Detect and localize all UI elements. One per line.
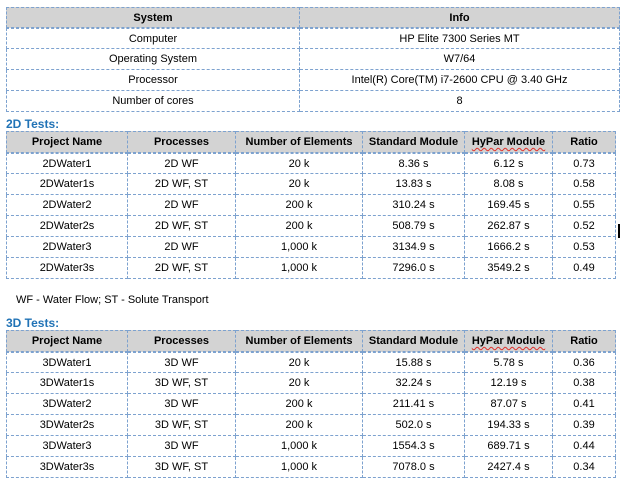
table-cell: 689.71 s [465,436,553,457]
table-cell: 0.49 [553,258,616,279]
table-cell: 7078.0 s [363,457,465,478]
table-cell: 200 k [236,216,363,237]
table-cell: 0.34 [553,457,616,478]
table-cell: 5.78 s [465,352,553,373]
table-cell: 1,000 k [236,237,363,258]
column-header-number-of-elements: Number of Elements [236,131,363,153]
table-cell: 2DWater2 [6,195,128,216]
table-cell: Processor [6,70,300,91]
table-cell: 3D WF [128,352,236,373]
table-cell: 2DWater2s [6,216,128,237]
table-cell: 32.24 s [363,373,465,394]
spellcheck-text: HyPar Module [471,335,546,347]
table-cell: 3D WF, ST [128,457,236,478]
column-header-project-name: Project Name [6,330,128,352]
table-cell: 508.79 s [363,216,465,237]
table-cell: 2D WF, ST [128,216,236,237]
table-header-row [6,131,616,153]
table-cell: 3D WF, ST [128,373,236,394]
table-cell: 1,000 k [236,258,363,279]
table-cell: 200 k [236,394,363,415]
text-cursor [618,224,620,238]
section-title-2d-tests: 2D Tests: [6,117,60,131]
table-cell: 3DWater1s [6,373,128,394]
table-cell: 502.0 s [363,415,465,436]
table-cell: 3D WF [128,436,236,457]
table-cell: 0.55 [553,195,616,216]
table-cell: 6.12 s [465,153,553,174]
column-header-hypar-module [465,330,553,352]
table-cell: 2DWater3 [6,237,128,258]
table-cell: 1554.3 s [363,436,465,457]
column-header-project-name: Project Name [6,131,128,153]
table-cell: 0.36 [553,352,616,373]
column-header-processes: Processes [128,330,236,352]
table-cell: 3134.9 s [363,237,465,258]
table-cell: 2DWater1s [6,174,128,195]
table-cell: 2DWater1 [6,153,128,174]
table-row [6,237,616,258]
spellcheck-text: HyPar Module [471,136,546,148]
abbreviation-footnote: WF - Water Flow; ST - Solute Transport [16,294,209,306]
table-cell: 8 [300,91,620,112]
table-cell: 0.53 [553,237,616,258]
table-cell: 1,000 k [236,436,363,457]
table-row [6,153,616,174]
section-title-3d-tests: 3D Tests: [6,316,60,330]
column-header-ratio: Ratio [553,330,616,352]
results-table-3d [6,330,616,478]
column-header-standard-module: Standard Module [363,131,465,153]
table-row [6,394,616,415]
table-cell: Computer [6,28,300,49]
table-cell: Number of cores [6,91,300,112]
table-row [6,49,620,70]
table-cell: 310.24 s [363,195,465,216]
table-cell: 0.52 [553,216,616,237]
table-row [6,415,616,436]
table-row [6,258,616,279]
table-row [6,70,620,91]
table-row [6,91,620,112]
table-cell: 2D WF [128,195,236,216]
column-header-info: Info [300,7,620,28]
column-header-processes: Processes [128,131,236,153]
table-cell: 2427.4 s [465,457,553,478]
table-cell: 1666.2 s [465,237,553,258]
results-table-2d [6,131,616,279]
table-cell: 2D WF, ST [128,174,236,195]
table-cell: 0.38 [553,373,616,394]
table-cell: 211.41 s [363,394,465,415]
table-cell: 3DWater2 [6,394,128,415]
column-header-hypar-module [465,131,553,153]
table-cell: 3DWater1 [6,352,128,373]
table-cell: 200 k [236,415,363,436]
table-cell: W7/64 [300,49,620,70]
table-cell: 0.39 [553,415,616,436]
column-header-system: System [6,7,300,28]
table-row [6,174,616,195]
table-cell: 1,000 k [236,457,363,478]
table-cell: 3DWater3s [6,457,128,478]
table-cell: 3DWater3 [6,436,128,457]
table-cell: 2D WF [128,237,236,258]
table-row [6,216,616,237]
table-cell: 3D WF, ST [128,415,236,436]
table-row [6,373,616,394]
table-cell: 2DWater3s [6,258,128,279]
table-cell: Operating System [6,49,300,70]
table-cell: 20 k [236,373,363,394]
system-info-table [6,7,620,112]
table-cell: 3D WF [128,394,236,415]
table-cell: 0.58 [553,174,616,195]
table-cell: 12.19 s [465,373,553,394]
table-header-row [6,330,616,352]
column-header-number-of-elements: Number of Elements [236,330,363,352]
table-cell: 2D WF [128,153,236,174]
table-cell: 0.73 [553,153,616,174]
table-cell: 2D WF, ST [128,258,236,279]
table-cell: 7296.0 s [363,258,465,279]
table-cell: 169.45 s [465,195,553,216]
table-row [6,195,616,216]
table-cell: 87.07 s [465,394,553,415]
table-cell: 20 k [236,174,363,195]
table-cell: 8.36 s [363,153,465,174]
table-row [6,457,616,478]
table-cell: 8.08 s [465,174,553,195]
table-cell: 13.83 s [363,174,465,195]
column-header-standard-module: Standard Module [363,330,465,352]
table-row [6,352,616,373]
table-header-row [6,7,620,28]
table-cell: 262.87 s [465,216,553,237]
table-cell: 0.44 [553,436,616,457]
table-cell: Intel(R) Core(TM) i7-2600 CPU @ 3.40 GHz [300,70,620,91]
table-cell: 20 k [236,352,363,373]
column-header-ratio: Ratio [553,131,616,153]
table-cell: 20 k [236,153,363,174]
table-row [6,28,620,49]
table-cell: 200 k [236,195,363,216]
table-cell: 0.41 [553,394,616,415]
table-cell: 194.33 s [465,415,553,436]
table-cell: HP Elite 7300 Series MT [300,28,620,49]
table-cell: 3DWater2s [6,415,128,436]
table-cell: 15.88 s [363,352,465,373]
table-row [6,436,616,457]
table-cell: 3549.2 s [465,258,553,279]
